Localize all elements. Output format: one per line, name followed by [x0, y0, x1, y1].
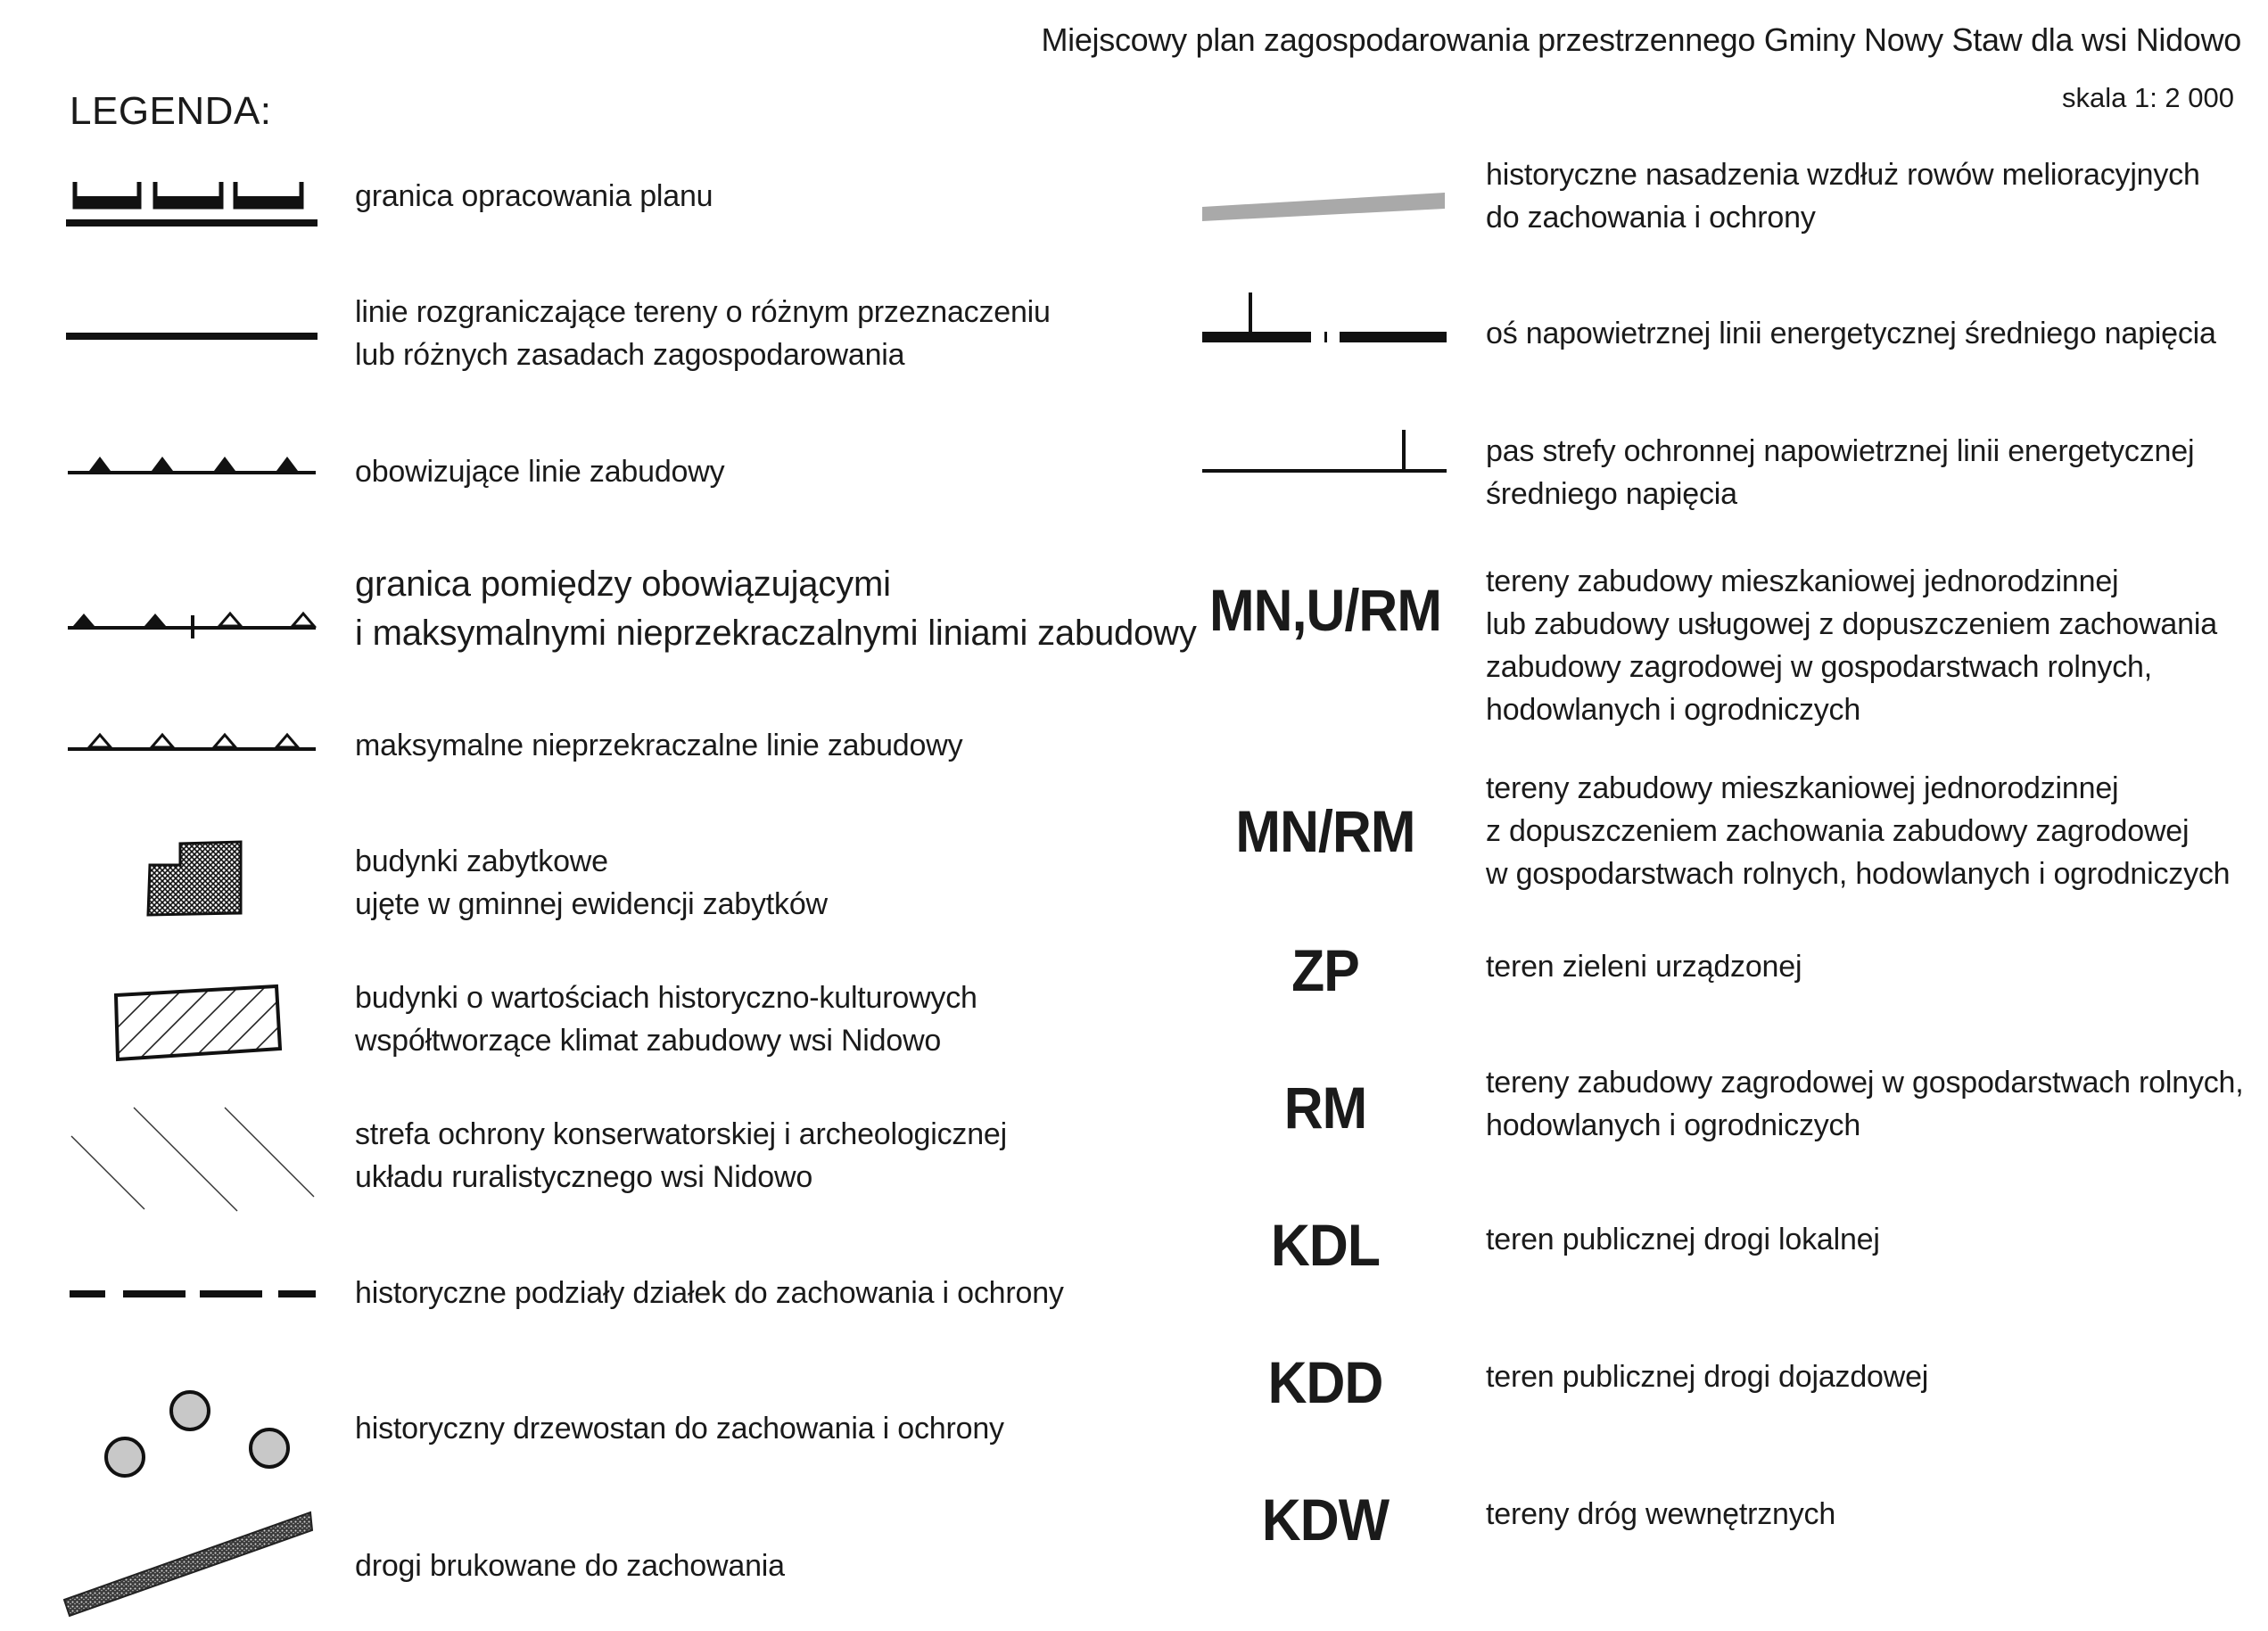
legend-text-line: ujęte w gminnej ewidencji zabytków: [355, 887, 828, 921]
legend-item-kdl: [1486, 1218, 1880, 1261]
legend-text-line: średniego napięcia: [1486, 477, 1737, 511]
legend-text-line: i maksymalnymi nieprzekraczalnymi liniami zabudowy: [355, 614, 1197, 653]
legend-text-line: granica opracowania planu: [355, 179, 713, 213]
legend-text-line: tereny dróg wewnętrznych: [1486, 1497, 1836, 1531]
legend-text-line: teren publicznej drogi dojazdowej: [1486, 1360, 1929, 1394]
power-line-axis-symbol: [1202, 291, 1452, 344]
legend-text-line: układu ruralistycznego wsi Nidowo: [355, 1160, 813, 1194]
legend-text-line: obowizujące linie zabudowy: [355, 455, 725, 489]
legend-item-historic-trees: [355, 1407, 1004, 1450]
conservation-zone-symbol: [68, 1104, 326, 1215]
legend-text-line: linie rozgraniczające tereny o różnym przeznaczeniu: [355, 295, 1051, 329]
legend-item-power-line-zone: [1486, 430, 2194, 515]
legend-item-historic-plot-division: [355, 1272, 1064, 1314]
power-line-zone-symbol: [1202, 428, 1452, 478]
legend-item-mn-rm: [1486, 767, 2230, 895]
legend-text-line: historyczne podziały działek do zachowania i ochrony: [355, 1276, 1064, 1310]
zone-code-rm: RM: [1283, 1075, 1367, 1141]
zone-code-zp: ZP: [1291, 937, 1359, 1003]
legend-text-line: do zachowania i ochrony: [1486, 201, 1816, 235]
legend-text-line: hodowlanych i ogrodniczych: [1486, 1108, 1861, 1142]
legend-text-line: budynki o wartościach historyczno-kulturowych: [355, 981, 977, 1015]
legend-text-line: historyczny drzewostan do zachowania i ochrony: [355, 1412, 1004, 1446]
historic-plot-division-symbol: [68, 1288, 326, 1300]
plan-boundary-symbol: [66, 178, 321, 232]
legend-text-line: tereny zabudowy mieszkaniowej jednorodzinnej: [1486, 564, 2119, 598]
legend-item-mandatory-building-line: [355, 450, 724, 493]
legend-item-building-line-boundary: [355, 560, 1197, 658]
legend-item-kdd: [1486, 1355, 1928, 1398]
dividing-line-symbol: [66, 330, 321, 342]
legend-text-line: strefa ochrony konserwatorskiej i archeologicznej: [355, 1117, 1007, 1151]
legend-item-valuable-building: [355, 976, 977, 1062]
historic-trees-symbol: [98, 1388, 303, 1486]
legend-text-line: budynki zabytkowe: [355, 844, 608, 878]
map-title: Miejscowy plan zagospodarowania przestrzennego Gminy Nowy Staw dla wsi Nidowo: [1041, 21, 2241, 58]
legend-item-historic-planting: [1486, 153, 2200, 239]
legend-text-line: pas strefy ochronnej napowietrznej linii energetycznej: [1486, 434, 2195, 468]
map-scale: skala 1: 2 000: [2061, 82, 2234, 113]
legend-heading: LEGENDA:: [70, 89, 272, 133]
legend-text-line: z dopuszczeniem zachowania zabudowy zagrodowej: [1486, 814, 2190, 848]
legend-item-maximum-building-line: [355, 724, 962, 767]
legend-text-line: maksymalne nieprzekraczalne linie zabudowy: [355, 729, 963, 762]
mandatory-building-line-symbol: [68, 451, 323, 478]
legend-item-rm: [1486, 1061, 2244, 1147]
legend-item-plan-boundary: [355, 175, 713, 218]
building-line-boundary-symbol: [68, 608, 323, 640]
zone-code-kdd: KDD: [1267, 1349, 1383, 1415]
legend-item-historic-building: [355, 840, 828, 926]
legend-text-line: oś napowietrznej linii energetycznej średniego napięcia: [1486, 317, 2216, 350]
legend-item-zp: [1486, 945, 1802, 988]
valuable-building-symbol: [111, 981, 289, 1063]
legend-text-line: hodowlanych i ogrodniczych: [1486, 693, 1861, 727]
zone-code-mn-rm: MN/RM: [1235, 798, 1415, 864]
legend-text-line: tereny zabudowy mieszkaniowej jednorodzinnej: [1486, 771, 2119, 805]
legend-text-line: lub różnych zasadach zagospodarowania: [355, 338, 905, 372]
legend-text-line: granica pomiędzy obowiązującymi: [355, 564, 891, 604]
legend-text-line: teren publicznej drogi lokalnej: [1486, 1223, 1880, 1256]
legend-item-conservation-zone: [355, 1113, 1007, 1199]
legend-text-line: zabudowy zagrodowej w gospodarstwach rolnych,: [1486, 650, 2152, 684]
zone-code-mn-u-rm: MN,U/RM: [1208, 577, 1442, 643]
legend-text-line: w gospodarstwach rolnych, hodowlanych i ogrodniczych: [1486, 857, 2231, 891]
historic-planting-symbol: [1202, 189, 1452, 225]
legend-text-line: współtworzące klimat zabudowy wsi Nidowo: [355, 1024, 942, 1058]
legend-item-power-line-axis: [1486, 312, 2216, 355]
zone-code-kdw: KDW: [1261, 1487, 1390, 1553]
legend-text-line: historyczne nasadzenia wzdłuż rowów melioracyjnych: [1486, 158, 2200, 192]
legend-text-line: drogi brukowane do zachowania: [355, 1549, 785, 1583]
legend-item-mn-u-rm: [1486, 560, 2217, 731]
maximum-building-line-symbol: [68, 729, 323, 756]
historic-building-symbol: [146, 838, 244, 918]
legend-item-dividing-line: [355, 291, 1051, 376]
legend-item-cobbled-road: [355, 1545, 785, 1587]
cobbled-road-symbol: [62, 1507, 321, 1623]
legend-text-line: lub zabudowy usługowej z dopuszczeniem zachowania: [1486, 607, 2217, 641]
legend-item-kdw: [1486, 1493, 1835, 1536]
legend-text-line: tereny zabudowy zagrodowej w gospodarstwach rolnych,: [1486, 1066, 2244, 1100]
legend-text-line: teren zieleni urządzonej: [1486, 950, 1802, 984]
zone-code-kdl: KDL: [1270, 1212, 1381, 1278]
